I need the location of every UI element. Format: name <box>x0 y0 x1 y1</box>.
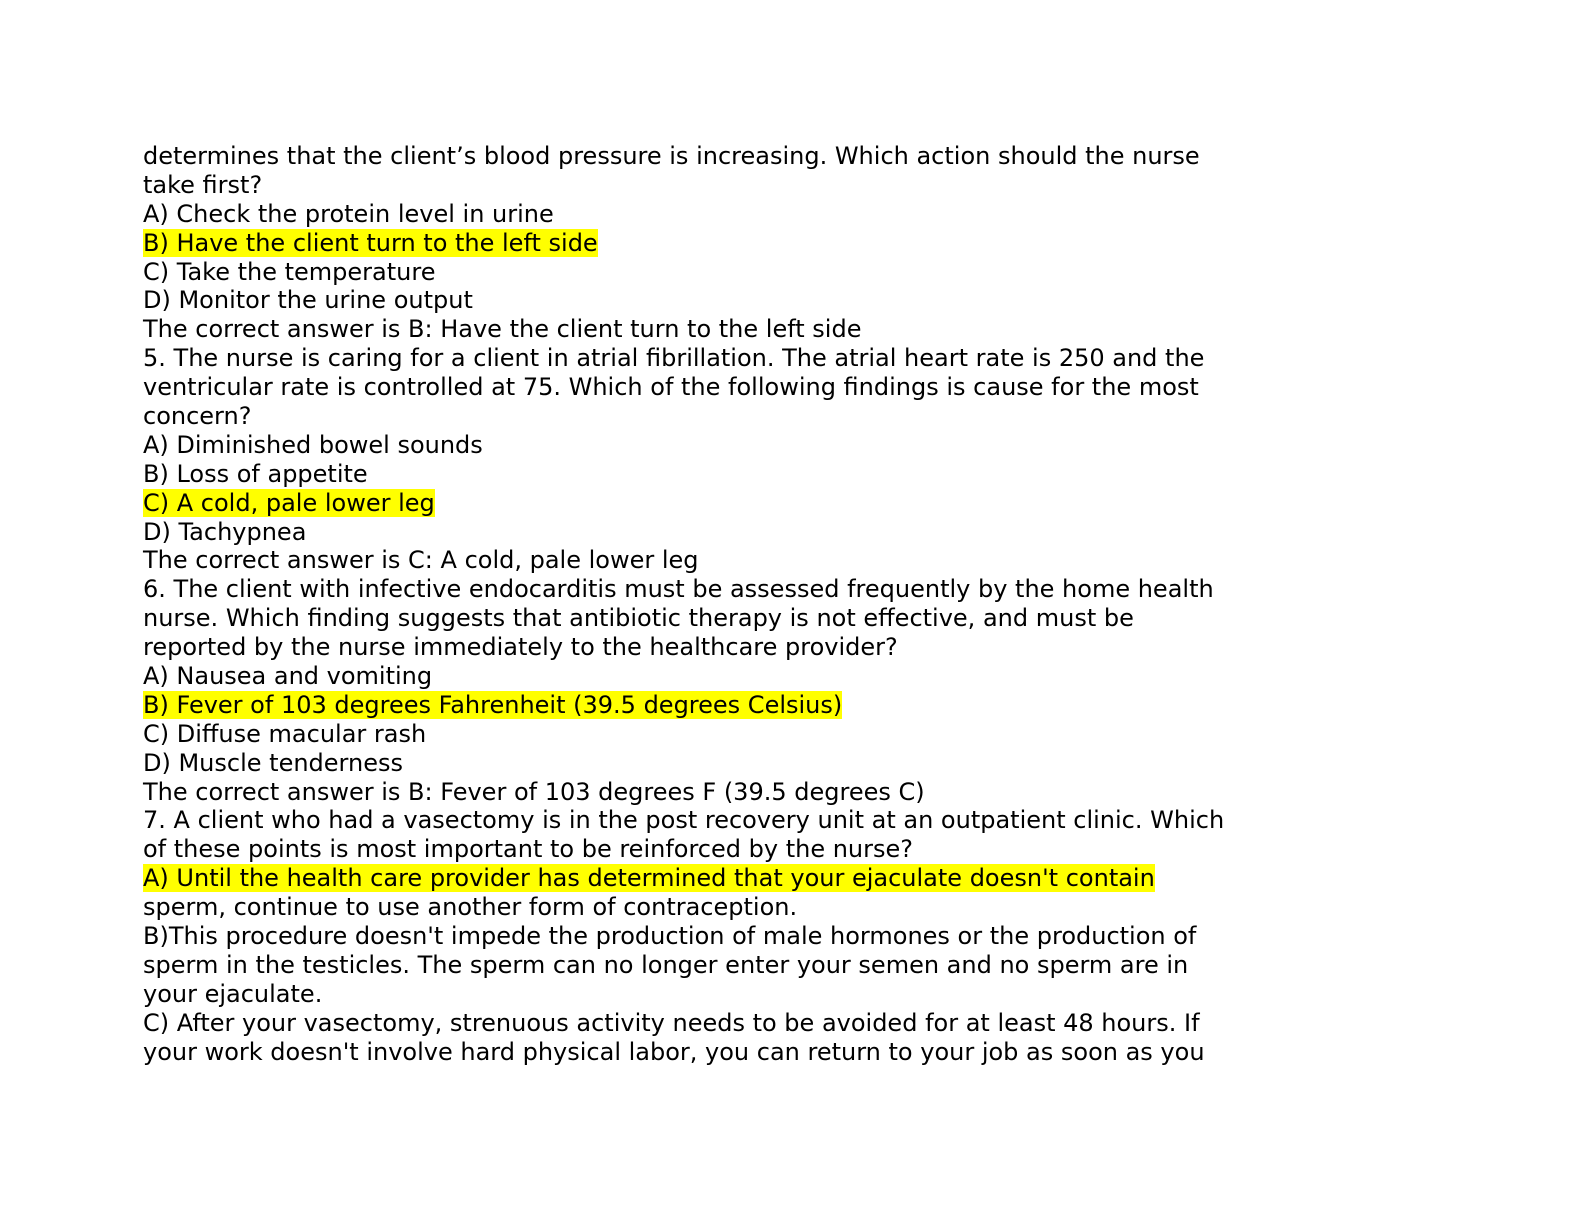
text-line <box>143 460 1283 489</box>
text-line <box>143 778 1283 807</box>
text-line <box>143 518 1283 547</box>
text-line <box>143 258 1283 287</box>
line-text: determines that the client’s blood pressure is increasing. Which action should the nurse <box>143 142 1200 170</box>
document-text <box>143 142 1283 1067</box>
highlighted-answer: B) Have the client turn to the left side <box>143 228 598 257</box>
highlighted-answer: A) Until the health care provider has determined that your ejaculate doesn't contain <box>143 864 1155 893</box>
line-text: D) Tachypnea <box>143 517 307 546</box>
line-text: of these points is most important to be reinforced by the nurse? <box>143 835 914 864</box>
line-text: sperm in the testicles. The sperm can no longer enter your semen and no sperm are in <box>143 950 1189 979</box>
text-line <box>143 315 1283 344</box>
line-text: C) Diffuse macular rash <box>143 719 427 748</box>
line-text: The correct answer is B: Have the client turn to the left side <box>143 315 862 344</box>
line-text: B)This procedure doesn't impede the production of male hormones or the production of <box>143 922 1197 951</box>
text-line <box>143 286 1283 315</box>
highlighted-answer: C) A cold, pale lower leg <box>143 488 435 517</box>
line-text: The correct answer is C: A cold, pale lower leg <box>143 546 699 575</box>
line-text: A) Nausea and vomiting <box>143 662 433 691</box>
text-line <box>143 171 1283 200</box>
line-text: A) Diminished bowel sounds <box>143 430 483 459</box>
line-text: 6. The client with infective endocarditis must be assessed frequently by the home health <box>143 575 1214 604</box>
text-line <box>143 489 1283 518</box>
text-line <box>143 604 1283 633</box>
text-line <box>143 922 1283 951</box>
line-text: The correct answer is B: Fever of 103 degrees F (39.5 degrees C) <box>143 777 925 806</box>
text-line <box>143 864 1283 893</box>
line-text: B) Loss of appetite <box>143 459 368 488</box>
text-line <box>143 749 1283 778</box>
line-text: take first? <box>143 170 263 199</box>
line-text: D) Muscle tenderness <box>143 748 403 777</box>
text-line <box>143 546 1283 575</box>
line-text: nurse. Which finding suggests that antibiotic therapy is not effective, and must be <box>143 604 1134 633</box>
line-text: 5. The nurse is caring for a client in atrial fibrillation. The atrial heart rate is 250 and the <box>143 344 1205 373</box>
text-line <box>143 893 1283 922</box>
text-line <box>143 200 1283 229</box>
line-text: ventricular rate is controlled at 75. Which of the following findings is cause for the most <box>143 373 1199 402</box>
line-text: D) Monitor the urine output <box>143 286 473 315</box>
text-line <box>143 806 1283 835</box>
line-text: reported by the nurse immediately to the healthcare provider? <box>143 633 898 662</box>
text-line <box>143 1009 1283 1038</box>
line-text: C) After your vasectomy, strenuous activity needs to be avoided for at least 48 hours. If <box>143 1008 1200 1037</box>
text-line <box>143 662 1283 691</box>
text-line <box>143 373 1283 402</box>
line-text: C) Take the temperature <box>143 257 436 286</box>
text-line <box>143 980 1283 1009</box>
line-text: your work doesn't involve hard physical labor, you can return to your job as soon as you <box>143 1037 1205 1066</box>
text-line <box>143 575 1283 604</box>
line-text: sperm, continue to use another form of contraception. <box>143 893 798 922</box>
line-text: A) Check the protein level in urine <box>143 199 554 228</box>
text-line <box>143 633 1283 662</box>
text-line <box>143 720 1283 749</box>
text-line <box>143 691 1283 720</box>
text-line <box>143 1038 1283 1067</box>
text-line <box>143 229 1283 258</box>
highlighted-answer: B) Fever of 103 degrees Fahrenheit (39.5 degrees Celsius) <box>143 690 843 719</box>
text-line <box>143 431 1283 460</box>
line-text: your ejaculate. <box>143 979 323 1008</box>
text-line <box>143 344 1283 373</box>
text-line <box>143 835 1283 864</box>
text-line <box>143 402 1283 431</box>
text-line <box>143 951 1283 980</box>
text-line <box>143 142 1283 171</box>
line-text: concern? <box>143 402 252 431</box>
line-text: 7. A client who had a vasectomy is in the post recovery unit at an outpatient clinic. Which <box>143 806 1225 835</box>
